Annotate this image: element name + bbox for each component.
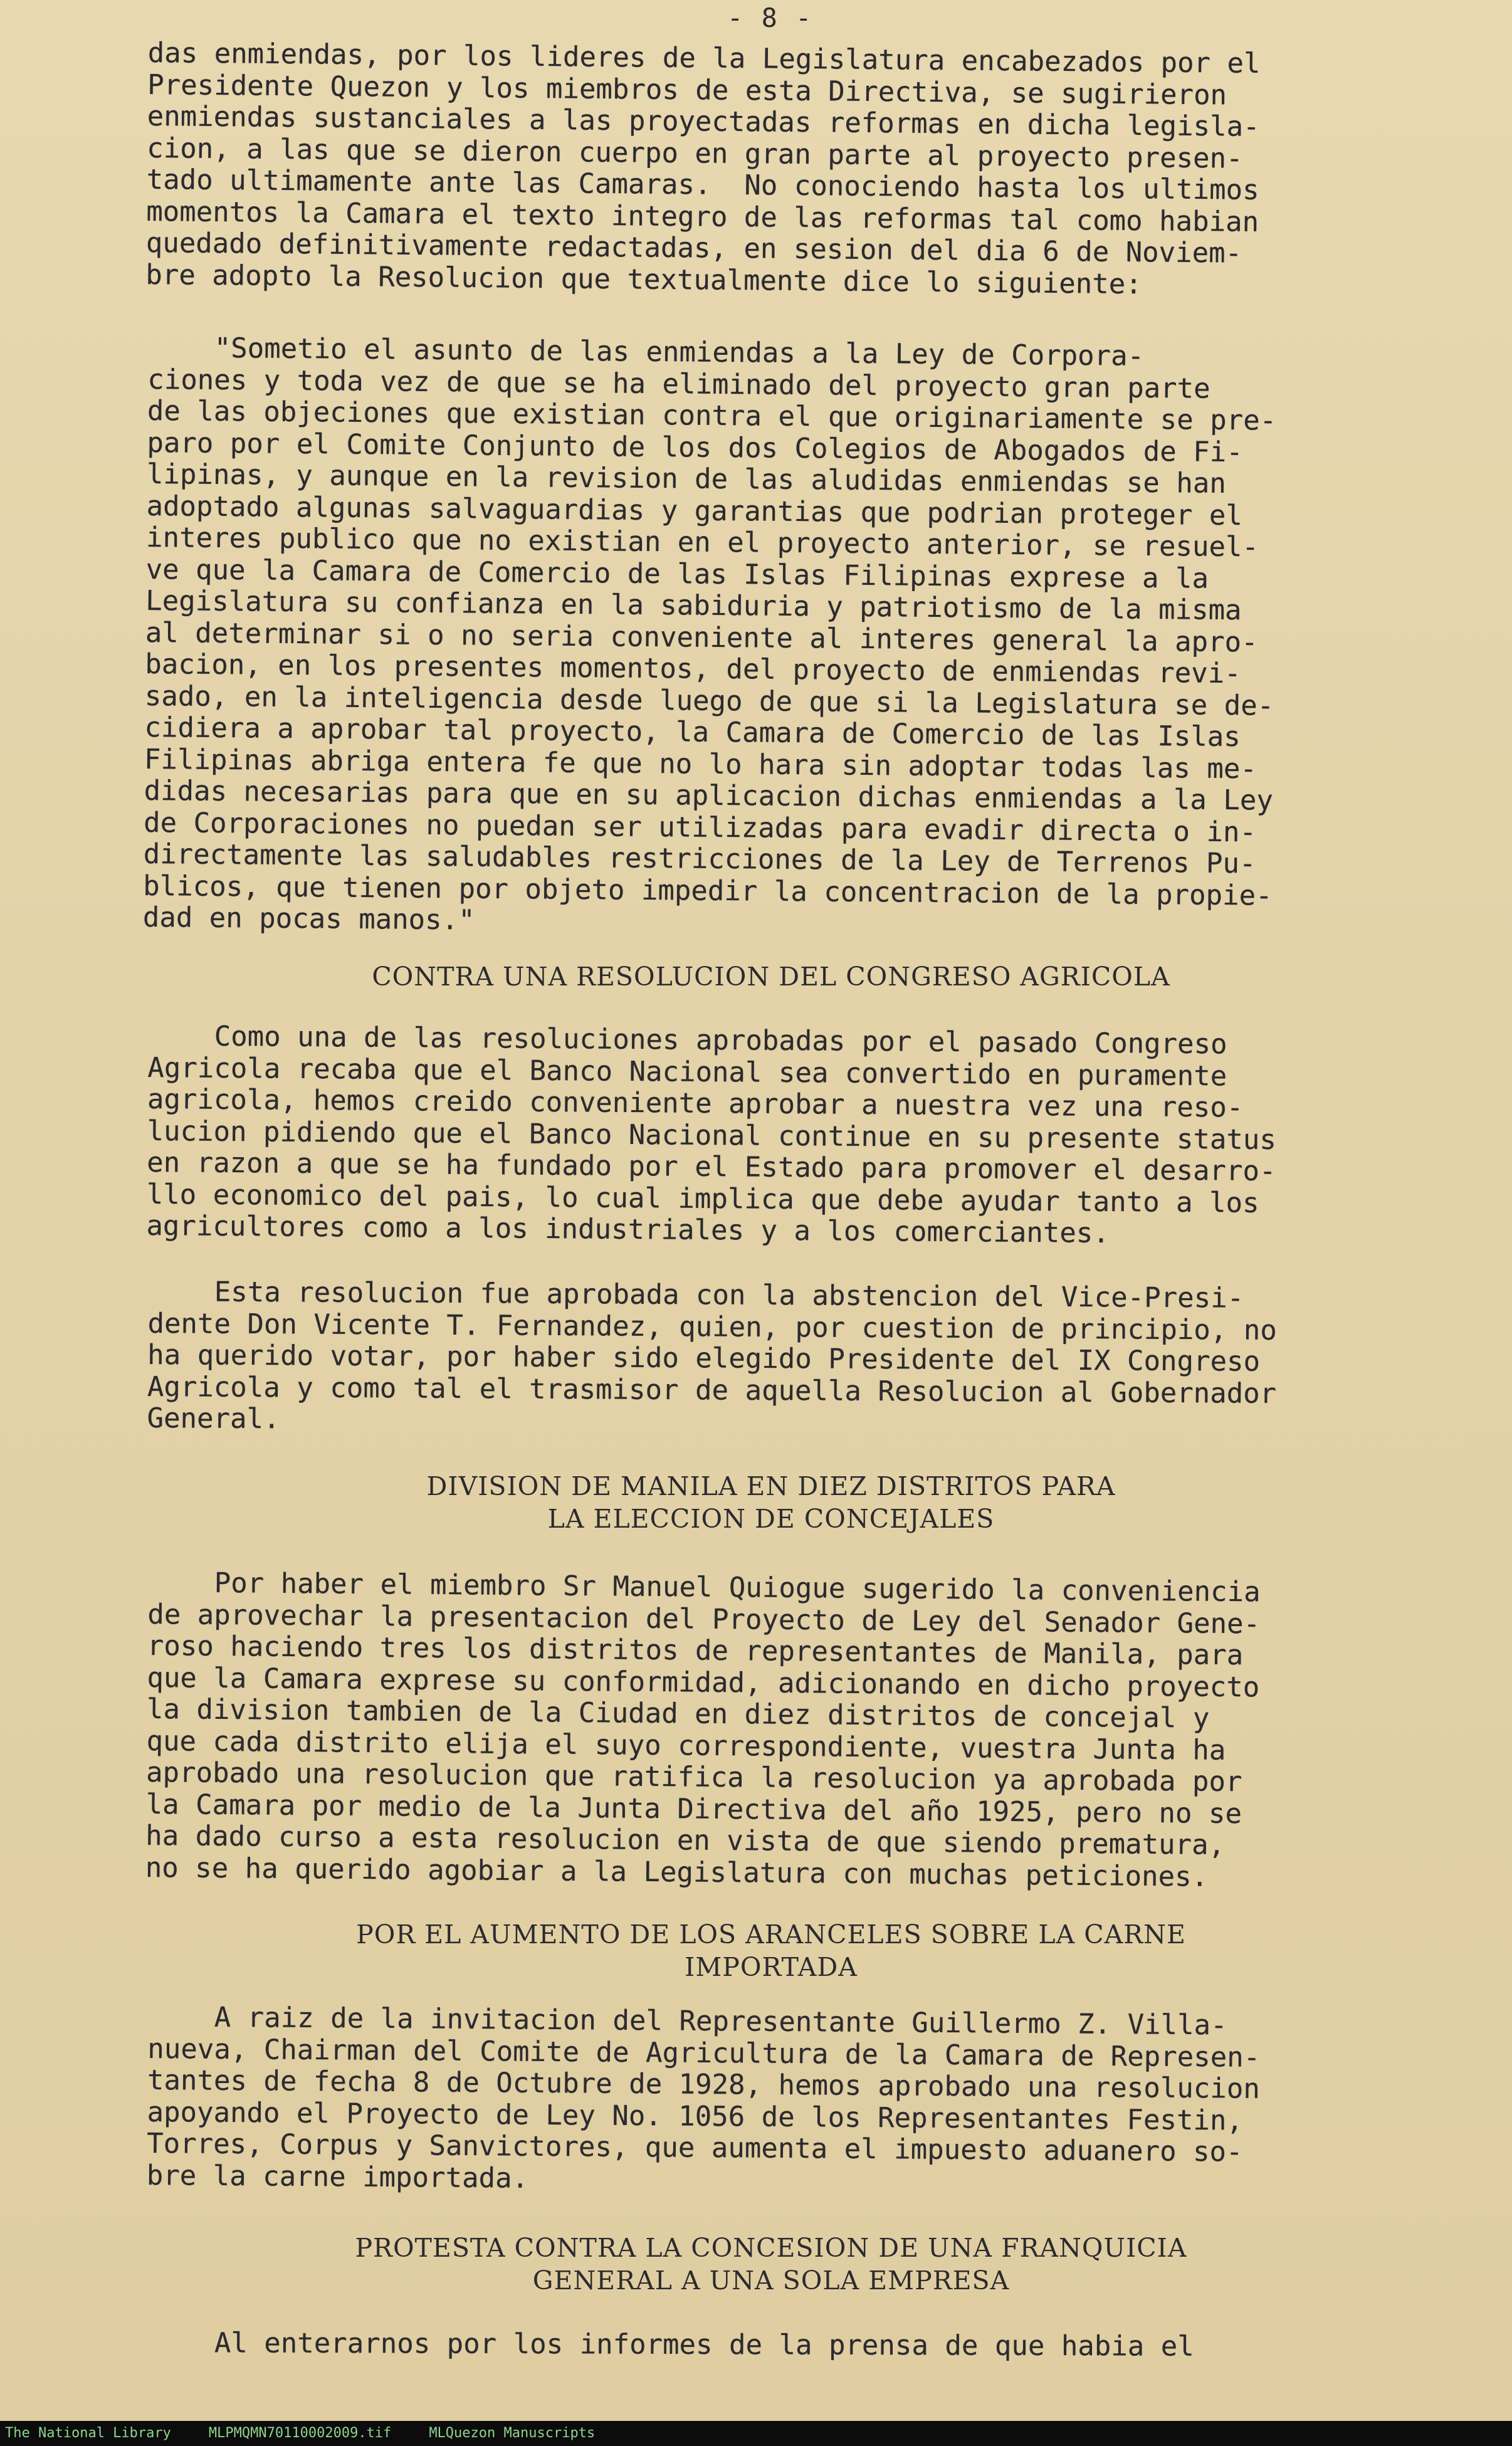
- page-number: - 8 -: [727, 3, 813, 33]
- footer-collection: MLQuezon Manuscripts: [429, 2425, 596, 2441]
- section-paragraph: Esta resolucion fue aprobada con la abstencion del Vice-Presi- dente Don Vicente T. Fernandez, quien, por cuestion de principio, no ha querido votar, por haber sido elegido Presidente del IX Congreso Agricola y como tal el trasmisor de aquella Resolucion al Gobernador General.: [147, 1276, 1278, 1436]
- quoted-resolution: "Sometio el asunto de las enmiendas a la Ley de Corpora- ciones y toda vez de que se ha eliminado del proyecto gran parte de las objeciones que existian contra el que originariamente se pre- paro por el Comite Conjunto de los dos Colegios de Abogados de Fi- lipinas, y aunque en la revision de las aludidas enmiendas se han adoptado algunas salvaguardias y garantias que podrian proteger el interes publico que no existian en el proyecto anterior, se resuel- ve que la Camara de Comercio de las Islas Filipinas exprese a la Legislatura su confianza en la sabiduria y patriotismo de la misma al determinar si o no seria conveniente al interes general la apro- bacion, en los presentes momentos, del proyecto de enmiendas revi- sado, en la inteligencia desde luego de que si la Legislatura se de- cidiera a aprobar tal proyecto, la Camara de Comercio de las Islas Filipinas abriga entera fe que no lo hara sin adoptar todas las me- didas necesarias para que en su aplicacion dichas enmiendas a la Ley de Corporaciones no puedan ser utilizadas para evadir directa o in- directamente las saludables restricciones de la Ley de Terrenos Pu- blicos, que tienen por objeto impedir la concentracion de la propie- dad en pocas manos.": [142, 332, 1277, 937]
- section-heading-division-manila: DIVISION DE MANILA EN DIEZ DISTRITOS PARA LA ELECCION DE CONCEJALES: [426, 1471, 1116, 1534]
- section-heading-congreso-agricola: CONTRA UNA RESOLUCION DEL CONGRESO AGRICOLA: [372, 962, 1170, 992]
- footer-file-id: MLPMQMN70110002009.tif: [208, 2425, 392, 2441]
- archive-footer-bar: [0, 2421, 1512, 2446]
- section-heading-franquicia: PROTESTA CONTRA LA CONCESION DE UNA FRANQUICIA GENERAL A UNA SOLA EMPRESA: [355, 2233, 1187, 2296]
- footer-library: The National Library: [5, 2425, 171, 2441]
- section-paragraph: Como una de las resoluciones aprobadas por el pasado Congreso Agricola recaba que el Banco Nacional sea convertido en puramente agricola, hemos creido conveniente aprobar a nuestra vez una reso- lucion pidiendo que el Banco Nacional continue en su presente status en razon a que se ha fundado por el Estado para promover el desarro- llo economico del pais, lo cual implica que debe ayudar tanto a los agricultores como a los industriales y a los comerciantes.: [146, 1020, 1277, 1250]
- section-paragraph: Por haber el miembro Sr Manuel Quiogue sugerido la conveniencia de aprovechar la presentacion del Proyecto de Ley del Senador Gene- roso haciendo tres los distritos de representantes de Manila, para que la Camara exprese su conformidad, adicionando en dicho proyecto la division tambien de la Ciudad en diez distritos de concejal y que cada distrito elija el suyo correspondiente, vuestra Junta ha aprobado una resolucion que ratifica la resolucion ya aprobada por la Camara por medio de la Junta Directiva del año 1925, pero no se ha dado curso a esta resolucion en vista de que siendo prematura, no se ha querido agobiar a la Legislatura con muchas peticiones.: [145, 1567, 1261, 1893]
- intro-paragraph: das enmiendas, por los lideres de la Legislatura encabezados por el Presidente Quezon y los miembros de esta Directiva, se sugirieron enmiendas sustanciales a las proyectadas reformas en dicha legisla- cion, a las que se dieron cuerpo en gran parte al proyecto presen- tado ultimamente ante las Camaras. No conociendo hasta los ultimos momentos la Camara el texto integro de las reformas tal como habian quedado definitivamente redactadas, en sesion del dia 6 de Noviem- bre adopto la Resolucion que textualmente dice lo siguiente:: [145, 37, 1261, 300]
- section-paragraph: Al enterarnos por los informes de la prensa de que habia el: [147, 2327, 1194, 2363]
- section-heading-aranceles-carne: POR EL AUMENTO DE LOS ARANCELES SOBRE LA CARNE IMPORTADA: [356, 1919, 1186, 1982]
- section-paragraph: A raiz de la invitacion del Representante Guillermo Z. Villa- nueva, Chairman del Comite de Agricultura de la Camara de Represen- tantes de fecha 8 de Octubre de 1928, hemos aprobado una resolucion apoyando el Proyecto de Ley No. 1056 de los Representantes Festin, Torres, Corpus y Sanvictores, que aumenta el impuesto aduanero so- bre la carne importada.: [146, 2001, 1261, 2195]
